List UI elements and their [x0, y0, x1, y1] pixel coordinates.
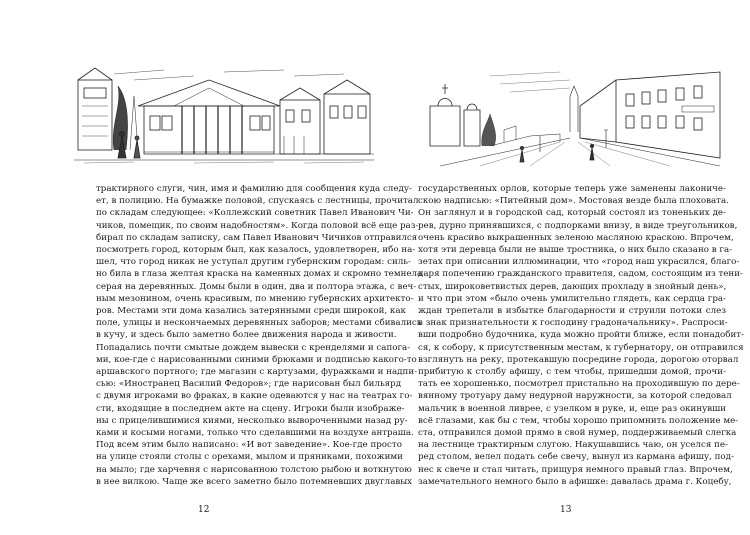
page-number: 13 [560, 505, 572, 515]
text-line: даря попечению гражданского правителя, садом, состоящим из тени- [418, 269, 743, 280]
text-line: по складам следующее: «Коллежский советник Павел Иванович Чи- [96, 208, 414, 219]
text-line: бирал по складам записку, сам Павел Иванович Чичиков отправился [96, 232, 418, 243]
text-line: ет, в полицию. На бумажке половой, спускаясь с лестницы, прочитал [96, 196, 419, 207]
text-line: с двумя игроками во фраках, в какие одеваются у нас на театрах го- [96, 391, 413, 402]
right-page [392, 0, 744, 535]
text-line: в кучу, и здесь было заметно более движения народа и живости. [96, 330, 397, 341]
text-line: вши подробно будочника, куда можно пройти ближе, если понадобит- [418, 330, 744, 341]
text-line: на мыло; где харчевня с нарисованною толстою рыбою и воткнутою [96, 464, 412, 475]
illustration-town-street-with-church [420, 66, 724, 168]
text-line: прибитую к столбу афишу, с тем чтобы, пришедши домой, прочи- [418, 367, 726, 378]
text-line: ров. Местами эти дома казались затерянными среди широкой, как [96, 306, 406, 317]
left-page-body-text [96, 183, 423, 488]
text-line: ся, к собору, к присутственным местам, к губернатору, он отправился [418, 342, 744, 353]
text-line: замечательного немного было в афишке: давалась драма г. Коцебу, [418, 476, 732, 487]
text-line: очень красиво выкрашенных зеленою масляною краскою. Впрочем, [418, 232, 734, 243]
street-engraving [420, 66, 724, 168]
text-line: но била в глаза желтая краска на каменных домах и скромно темнела [96, 269, 423, 280]
text-line: ками и косыми ногами, только что сделавшими на воздухе антраша. [96, 428, 414, 439]
text-line: серая на деревянных. Домы были в один, два и полтора этажа, с веч- [96, 281, 417, 292]
page-number: 12 [198, 505, 210, 515]
text-line: аршавского портного; где магазин с картузами, фуражками и надпи- [96, 367, 418, 378]
text-line: хотя эти деревца были не выше тростника, о них было сказано в га- [418, 245, 733, 256]
text-line: ста, отправился домой прямо в свой нумер, поддерживаемый слегка [418, 428, 737, 439]
text-line: шел, что город никак не уступал другим губернским городам: силь- [96, 257, 411, 268]
text-line: ми, кое-где с нарисованными синими брюками и подписью какого-то [96, 354, 417, 365]
mansion-engraving [74, 66, 374, 164]
text-line: в знак признательности к господину градоначальнику». Распроси- [418, 318, 728, 329]
text-line: ным мезонином, очень красивым, по мнению губернских архитекто- [96, 293, 414, 304]
text-line: ждан трепетали в избытке благодарности и струили потоки слез [418, 306, 726, 317]
text-line: стых, широковетвистых дерев, дающих прохладу в знойный день», [418, 281, 727, 292]
text-line: ны с прицелившимися киями, несколько вывороченными назад ру- [96, 415, 408, 426]
text-line: и что при этом «было очень умилительно глядеть, как сердца гра- [418, 293, 726, 304]
text-line: на улице стояли столы с орехами, мылом и пряниками, похожими [96, 452, 403, 463]
text-line: скою надписью: «Питейный дом». Мостовая везде была плоховата. [418, 196, 729, 207]
text-line: мальчик в военной ливрее, с узелком в руке, и, еще раз окинувши [418, 403, 726, 414]
right-page-body-text [418, 183, 744, 488]
text-line: Он заглянул и в городской сад, который состоял из тоненьких де- [418, 208, 726, 219]
text-line: зетах при описании иллюминации, что «город наш украсился, благо- [418, 257, 740, 268]
text-line: вянному тротуару даму недурной наружности, за которой следовал [418, 391, 732, 402]
text-line: трактирного слуги, чин, имя и фамилию для сообщения куда следу- [96, 184, 412, 194]
text-line: взглянуть на реку, протекавшую посредине города, дорогою оторвал [418, 354, 739, 365]
text-line: рев, дурно принявшихся, с подпорками внизу, в виде треугольников, [418, 220, 738, 231]
left-page [38, 0, 423, 535]
text-line: тать ее хорошенько, посмотрел пристально на проходившую по дере- [418, 379, 740, 390]
text-line: Под всем этим было написано: «И вот заведение». Кое-где просто [96, 440, 402, 451]
illustration-provincial-street-with-mansion [74, 66, 374, 164]
text-line: сью: «Иностранец Василий Федоров»; где нарисован был бильярд [96, 379, 402, 390]
text-line: всё глазами, как бы с тем, чтобы хорошо припомнить положение ме- [418, 415, 739, 426]
text-line: посмотреть город, которым был, как казалось, удовлетворен, ибо на- [96, 245, 416, 256]
text-line: в нее вилкою. Чаще же всего заметно было потемневших двуглавых [96, 476, 413, 487]
text-line: ред столом, велел подать себе свечу, вынул из кармана афишу, под- [418, 452, 734, 463]
text-line: Попадались почти смытые дождем вывески с кренделями и сапога- [96, 342, 411, 353]
text-line: государственных орлов, которые теперь уже заменены лакониче- [418, 184, 726, 194]
text-line: сти, входящие в последнем акте на сцену. Игроки были изображе- [96, 403, 405, 414]
text-line: поле, улицы и нескончаемых деревянных заборов; местами сбивались [96, 318, 422, 329]
text-line: нес к свече и стал читать, прищуря немного правый глаз. Впрочем, [418, 464, 733, 475]
text-line: чиков, помещик, по своим надобностям». Когда половой всё еще раз- [96, 220, 419, 231]
text-line: на лестнице трактирным слугою. Накушавшись чаю, он уселся пе- [418, 440, 728, 451]
